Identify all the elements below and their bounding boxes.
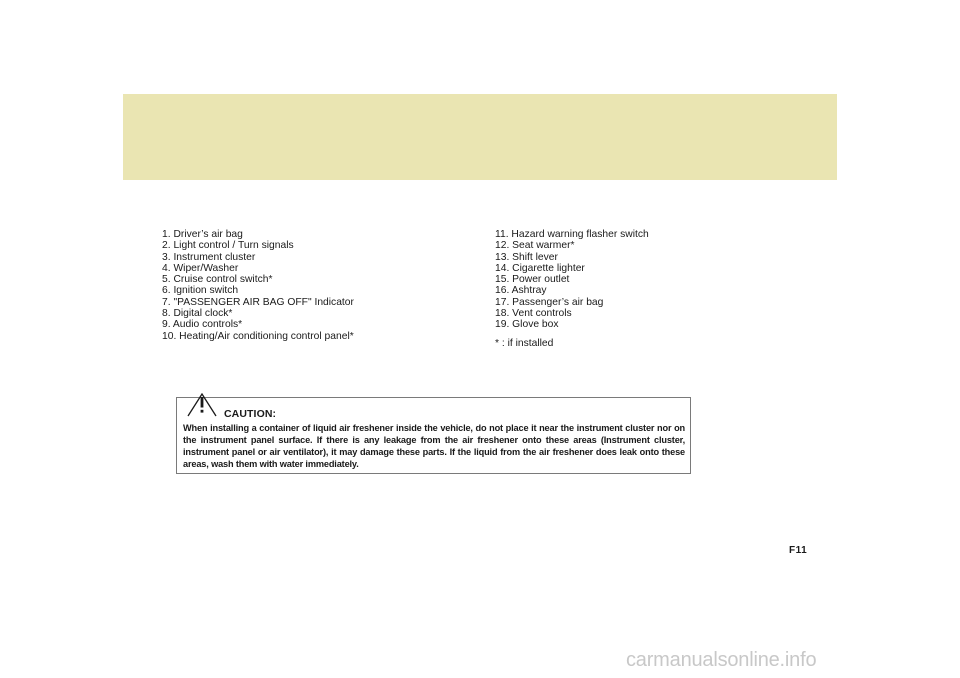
list-item: 1. Driver’s air bag xyxy=(162,229,243,240)
list-item: 3. Instrument cluster xyxy=(162,251,256,263)
list-item: 19. Glove box xyxy=(495,319,559,331)
list-item: 14. Cigarette lighter xyxy=(495,262,585,274)
caution-body: When installing a container of liquid air freshener inside the vehicle, do not place it near the instrument cluster nor on the instrument panel surface. If there is any leakage from the air freshener onto these areas (Instrument cluster, instrument panel or air ventilator), it may damage these parts. If the liquid from the air freshener does leak onto these areas, wash them with water immediately. xyxy=(183,423,685,469)
list-item: 11. Hazard warning flasher switch xyxy=(495,229,649,240)
warning-icon xyxy=(186,393,218,417)
list-item: 9. Audio controls* xyxy=(162,319,243,331)
footnote: * : if installed xyxy=(495,338,554,349)
caution-box xyxy=(176,397,691,474)
list-item: 10. Heating/Air conditioning control panel* xyxy=(162,330,354,342)
list-item: 15. Power outlet xyxy=(495,274,570,286)
list-item: 8. Digital clock* xyxy=(162,308,233,320)
list-item: 17. Passenger’s air bag xyxy=(495,296,604,308)
component-list-left xyxy=(162,229,354,342)
list-item: 16. Ashtray xyxy=(495,285,547,297)
page-number: F11 xyxy=(789,545,808,556)
caution-title: CAUTION: xyxy=(224,408,277,420)
list-item: 5. Cruise control switch* xyxy=(162,274,273,286)
header-band xyxy=(123,94,837,180)
watermark: carmanualsonline.info xyxy=(626,649,817,671)
list-item: 18. Vent controls xyxy=(495,308,572,320)
list-item: 6. Ignition switch xyxy=(162,285,239,297)
component-list-right xyxy=(495,229,649,331)
list-item: 7. "PASSENGER AIR BAG OFF" Indicator xyxy=(162,296,354,308)
list-item: 4. Wiper/Washer xyxy=(162,262,239,274)
list-item: 13. Shift lever xyxy=(495,251,558,263)
list-item: 2. Light control / Turn signals xyxy=(162,240,294,252)
list-item: 12. Seat warmer* xyxy=(495,240,575,252)
